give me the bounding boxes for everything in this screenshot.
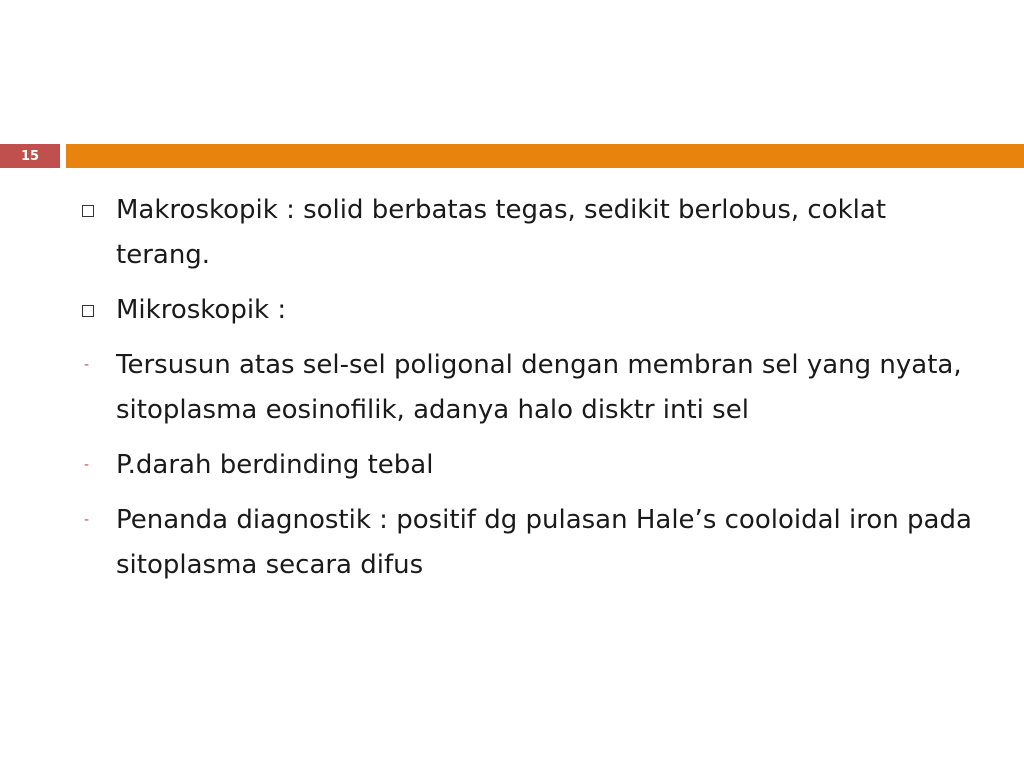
slide-number: 15 bbox=[0, 144, 60, 168]
list-item bbox=[82, 443, 982, 488]
item-text: Mikroskopik : bbox=[116, 295, 287, 325]
list-item bbox=[82, 343, 982, 433]
square-bullet-icon bbox=[82, 205, 94, 217]
square-bullet-icon bbox=[82, 305, 94, 317]
list-item bbox=[82, 188, 982, 278]
item-text: Tersusun atas sel-sel poligonal dengan membran sel yang nyata, sitoplasma eosinofilik, adanya halo disktr inti sel bbox=[116, 350, 962, 425]
dash-bullet-icon: - bbox=[84, 512, 90, 528]
dash-bullet-icon: - bbox=[84, 357, 90, 373]
item-text: P.darah berdinding tebal bbox=[116, 450, 434, 480]
item-text: Makroskopik : solid berbatas tegas, sedikit berlobus, coklat terang. bbox=[116, 195, 887, 270]
list-item bbox=[82, 288, 982, 333]
header-bar bbox=[0, 144, 1024, 168]
list-item bbox=[82, 498, 982, 588]
accent-bar bbox=[66, 144, 1024, 168]
slide-content bbox=[82, 188, 982, 598]
item-text: Penanda diagnostik : positif dg pulasan Hale’s cooloidal iron pada sitoplasma secara difus bbox=[116, 505, 972, 580]
dash-bullet-icon: - bbox=[84, 457, 90, 473]
